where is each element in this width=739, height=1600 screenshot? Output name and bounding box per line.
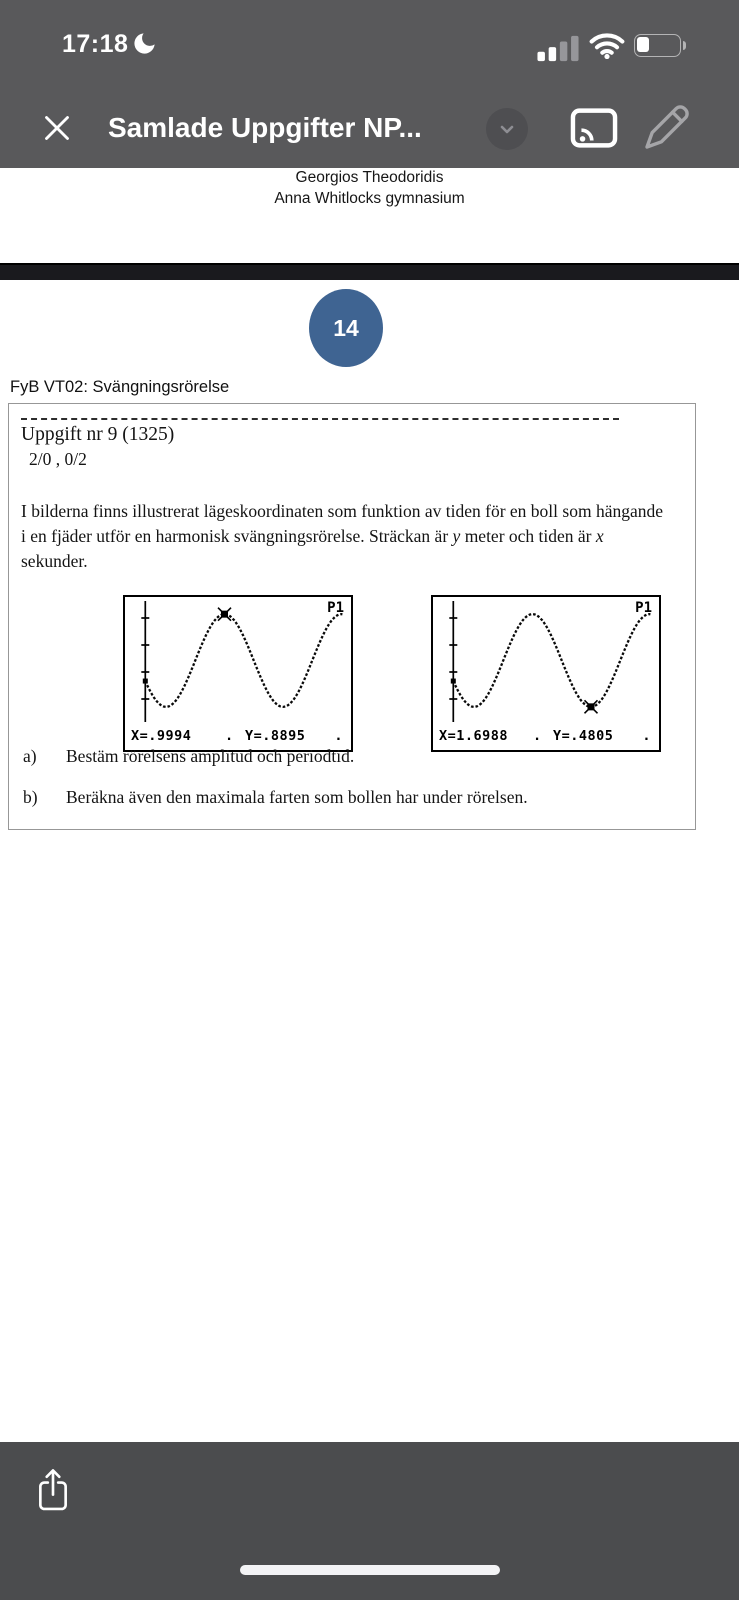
dashed-rule [21, 418, 619, 420]
exercise-body: I bilderna finns illustrerat lägeskoordinaten som funktion av tiden för en boll som hängande i en fjäder utför en harmonisk svängningsrörelse. Sträckan är y meter och tiden är x sekunder. [21, 500, 663, 572]
pencil-icon [639, 103, 691, 155]
section-heading: FyB VT02: Svängningsrörelse [10, 378, 230, 396]
calculator-graph-left [123, 595, 353, 752]
question-label: a) [23, 746, 37, 766]
battery-cap [683, 41, 686, 50]
graph-plot-area [125, 597, 351, 724]
y-readout: Y=.4805 [553, 728, 614, 744]
exercise-points: 2/0 , 0/2 [29, 449, 87, 469]
readout-dot: . [533, 728, 542, 744]
screen-mirroring-icon [570, 106, 618, 150]
calculator-graph-right [431, 595, 661, 752]
share-button[interactable] [31, 1466, 75, 1516]
trace-readout [433, 724, 659, 750]
cellular-signal-icon [536, 34, 580, 67]
pdf-page[interactable] [0, 168, 739, 1442]
exercise-title: Uppgift nr 9 (1325) [21, 424, 175, 445]
school-name: Anna Whitlocks gymnasium [274, 190, 465, 207]
exercise-box [8, 403, 696, 830]
title-dropdown-button[interactable] [486, 108, 528, 150]
home-indicator[interactable] [240, 1565, 500, 1575]
y-readout: Y=.8895 [245, 728, 306, 744]
status-time: 17:18 [62, 30, 129, 58]
top-chrome [0, 0, 739, 168]
x-readout: X=.9994 [131, 728, 192, 744]
battery-icon [634, 34, 681, 57]
document-title[interactable]: Samlade Uppgifter NP... [108, 112, 422, 143]
question-text: Bestäm rörelsens amplitud och periodtid. [66, 746, 355, 766]
wifi-icon [589, 33, 625, 64]
do-not-disturb-moon-icon [131, 30, 158, 62]
page-break-divider [0, 263, 739, 280]
readout-dot: . [334, 728, 343, 744]
question-text: Beräkna även den maximala farten som bollen har under rörelsen. [66, 787, 528, 807]
edit-button[interactable] [639, 103, 691, 155]
question-label: b) [23, 787, 38, 807]
bottom-toolbar [0, 1442, 739, 1600]
page-number-badge: 14 [309, 289, 383, 367]
battery-fill [637, 37, 649, 52]
readout-dot: . [225, 728, 234, 744]
close-button[interactable] [37, 109, 77, 149]
plot-label: P1 [327, 600, 344, 616]
share-icon [33, 1467, 73, 1513]
readout-dot: . [642, 728, 651, 744]
author-name: Georgios Theodoridis [295, 169, 444, 186]
x-readout: X=1.6988 [439, 728, 509, 744]
graph-plot-area [433, 597, 659, 724]
plot-label: P1 [635, 600, 652, 616]
screen-mirror-button[interactable] [570, 105, 618, 153]
chevron-down-icon [495, 117, 519, 141]
